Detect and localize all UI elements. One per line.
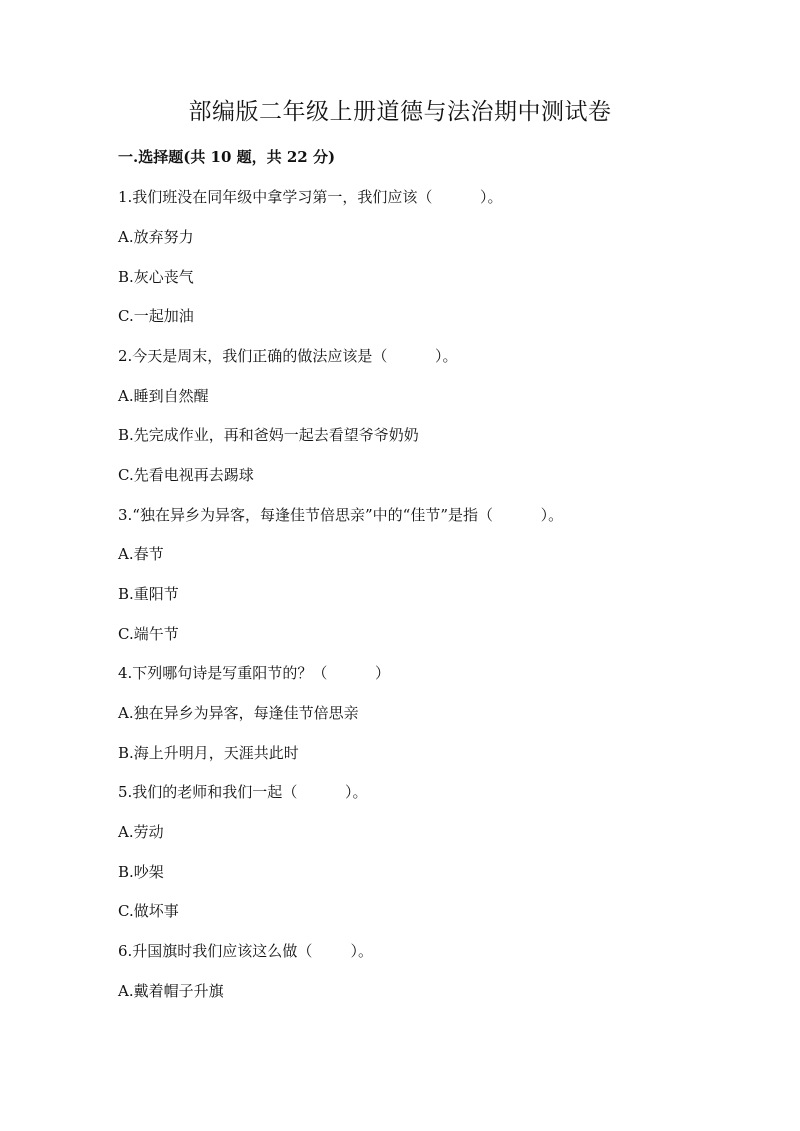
question-5: 5.我们的老师和我们一起（ ）。 [118, 783, 368, 801]
question-1: 1.我们班没在同年级中拿学习第一，我们应该（ ）。 [118, 188, 503, 206]
question-3: 3.“独在异乡为异客，每逢佳节倍思亲”中的“佳节”是指（ ）。 [118, 506, 564, 524]
question-2-option-c: C.先看电视再去踢球 [118, 466, 254, 484]
question-4: 4.下列哪句诗是写重阳节的？（ ） [118, 664, 390, 682]
page-title: 部编版二年级上册道德与法治期中测试卷 [188, 99, 612, 125]
section-heading: 一.选择题(共 10 题，共 22 分) [118, 148, 336, 166]
question-4-option-a: A.独在异乡为异客，每逢佳节倍思亲 [118, 704, 359, 722]
question-2-option-b: B.先完成作业，再和爸妈一起去看望爷爷奶奶 [118, 426, 419, 444]
question-6-option-a: A.戴着帽子升旗 [118, 982, 224, 1000]
question-3-option-a: A.春节 [118, 545, 164, 563]
question-2-option-a: A.睡到自然醒 [118, 387, 209, 405]
question-5-option-b: B.吵架 [118, 863, 164, 881]
question-3-option-c: C.端午节 [118, 625, 179, 643]
question-5-option-c: C.做坏事 [118, 902, 179, 920]
question-1-option-a: A.放弃努力 [118, 228, 194, 246]
question-3-option-b: B.重阳节 [118, 585, 179, 603]
question-1-option-b: B.灰心丧气 [118, 268, 194, 286]
question-5-option-a: A.劳动 [118, 823, 164, 841]
question-1-option-c: C.一起加油 [118, 307, 194, 325]
question-2: 2.今天是周末，我们正确的做法应该是（ ）。 [118, 347, 458, 365]
question-6: 6.升国旗时我们应该这么做（ ）。 [118, 942, 373, 960]
question-4-option-b: B.海上升明月，天涯共此时 [118, 744, 299, 762]
